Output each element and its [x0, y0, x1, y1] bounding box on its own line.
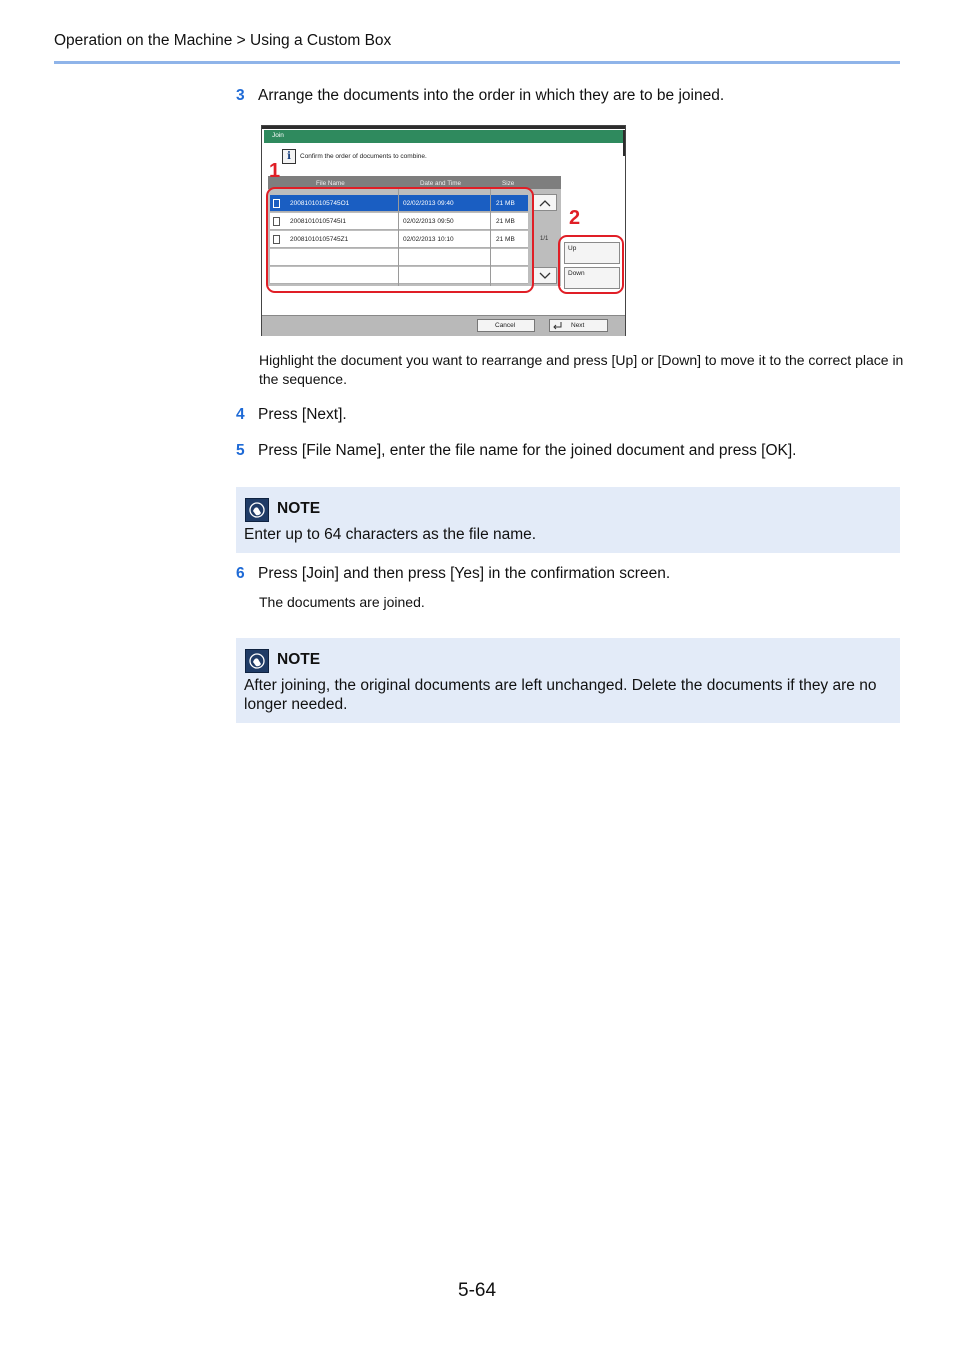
- step-4: [236, 406, 347, 424]
- info-icon: i: [282, 149, 296, 164]
- chevron-down-icon: [539, 272, 551, 280]
- row-size: 21 MB: [496, 236, 515, 243]
- chevron-up-icon: [539, 199, 551, 207]
- up-button-label: Up: [568, 245, 577, 252]
- step-text: Press [Next].: [258, 406, 347, 423]
- column-header-date-time[interactable]: Date and Time: [420, 180, 461, 187]
- step-number: 4: [236, 406, 245, 423]
- column-header-file-name[interactable]: File Name: [316, 180, 345, 187]
- step-text: Arrange the documents into the order in which they are to be joined.: [258, 87, 725, 104]
- step-3: [236, 87, 724, 105]
- note-box: [236, 487, 900, 553]
- scroll-up-button[interactable]: [533, 194, 557, 211]
- enter-arrow-icon: [553, 322, 562, 330]
- row-date-time: 02/02/2013 09:50: [403, 218, 454, 225]
- note-box: [236, 638, 900, 723]
- row-size: 21 MB: [496, 218, 515, 225]
- row-date-time: 02/02/2013 09:40: [403, 200, 454, 207]
- page-indicator: 1/1: [540, 236, 549, 242]
- step-text: Press [File Name], enter the file name for the joined document and press [OK].: [258, 442, 797, 459]
- note-title: NOTE: [277, 651, 321, 668]
- cancel-label: Cancel: [495, 322, 516, 329]
- screen-title: Join: [272, 132, 284, 139]
- callout-number-2: 2: [569, 207, 581, 229]
- callout-buttons-highlight: [558, 235, 624, 294]
- bottom-bar: [262, 315, 625, 336]
- info-message: Confirm the order of documents to combine.: [300, 153, 427, 160]
- next-label: Next: [571, 322, 585, 329]
- step-5: [236, 442, 796, 460]
- note-hand-icon: [245, 498, 269, 522]
- page-number: 5-64: [458, 1280, 497, 1301]
- note-text: After joining, the original documents are left unchanged. Delete the documents if they are no longer needed.: [244, 677, 877, 713]
- note-title: NOTE: [277, 500, 321, 517]
- screen-title-bar: [264, 130, 623, 143]
- note-text: Enter up to 64 characters as the file name.: [244, 526, 537, 543]
- panel-edge: [623, 130, 625, 156]
- panel-top-bar: [262, 126, 625, 129]
- row-date-time: 02/02/2013 10:10: [403, 236, 454, 243]
- step-number: 3: [236, 87, 245, 104]
- down-button-label: Down: [568, 270, 585, 277]
- step-number: 5: [236, 442, 245, 459]
- step-6: [236, 565, 670, 583]
- row-size: 21 MB: [496, 200, 515, 207]
- step-3-detail: Highlight the document you want to rearrange and press [Up] or [Down] to move it to the correct place in the sequence.: [259, 352, 904, 387]
- step-6-detail: The documents are joined.: [259, 594, 425, 610]
- row-file-name: 20081010105745I1: [290, 218, 347, 225]
- column-header-size[interactable]: Size: [502, 180, 515, 187]
- scroll-down-button[interactable]: [533, 267, 557, 284]
- callout-list-highlight: [266, 187, 534, 293]
- step-text: Press [Join] and then press [Yes] in the confirmation screen.: [258, 565, 671, 582]
- callout-number-1: 1: [269, 160, 281, 182]
- step-number: 6: [236, 565, 245, 582]
- breadcrumb: Operation on the Machine > Using a Custom Box: [54, 32, 392, 49]
- next-button[interactable]: [549, 319, 608, 332]
- note-hand-icon: [245, 649, 269, 673]
- row-file-name: 20081010105745O1: [290, 200, 350, 207]
- row-file-name: 20081010105745Z1: [290, 236, 349, 243]
- header-divider: [54, 61, 900, 64]
- cancel-button[interactable]: [477, 319, 535, 332]
